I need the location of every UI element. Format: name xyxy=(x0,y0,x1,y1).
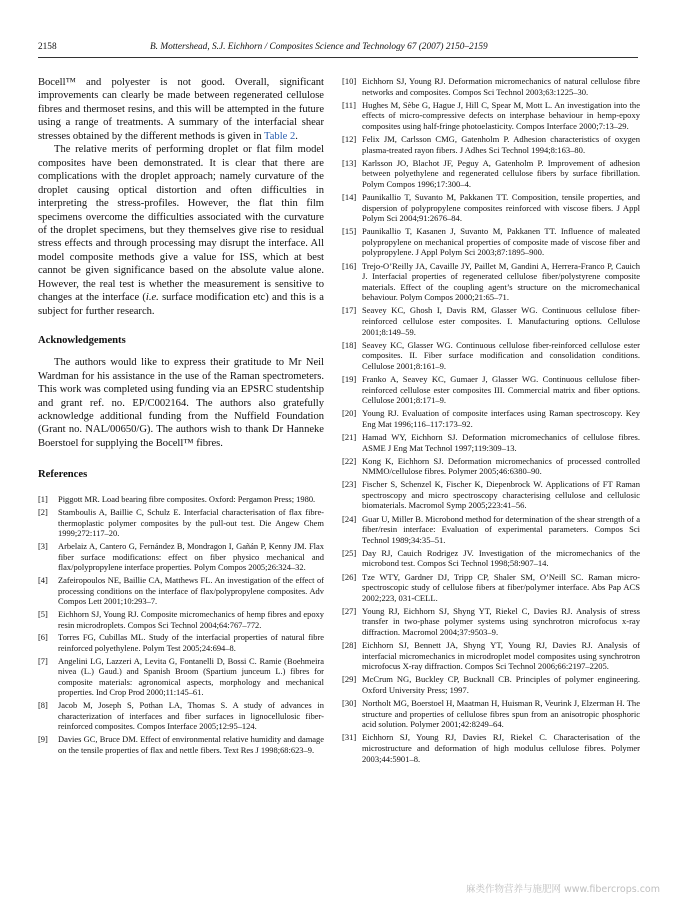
reference-number: [2] xyxy=(38,507,48,518)
reference-item xyxy=(38,656,324,698)
reference-number: [14] xyxy=(342,191,357,202)
left-column xyxy=(38,76,324,758)
reference-text: Eichhorn SJ, Young RJ. Deformation micromechanics of natural cellulose fibre networks and composites. Compos Sci Technol 2003;63:1225–30. xyxy=(362,76,640,97)
reference-text: Young RJ. Evaluation of composite interfaces using Raman spectroscopy. Key Eng Mat 1996;116–117:173–92. xyxy=(362,408,640,429)
reference-item xyxy=(38,575,324,607)
reference-item xyxy=(342,674,640,695)
running-head: B. Mottershead, S.J. Eichhorn / Composites Science and Technology 67 (2007) 2150–2159 xyxy=(150,42,488,52)
reference-text: Stamboulis A, Baillie C, Schulz E. Interfacial characterisation of flax fibre-thermoplastic polymer composites by the pull-out test. Die Angew Chem 1999;272:117–20. xyxy=(58,507,324,539)
reference-number: [1] xyxy=(38,494,48,505)
reference-number: [30] xyxy=(342,698,357,709)
reference-text: Hughes M, Sèbe G, Hague J, Hill C, Spear M, Mott L. An investigation into the effects of micro-compressive defects on interphase behaviour in hemp-epoxy composites using half-fringe photoelasticity. Compos Interface 2000;7:13–29. xyxy=(362,99,640,131)
reference-item xyxy=(342,134,640,155)
reference-text: Tze WTY, Gardner DJ, Tripp CP, Shaler SM, O’Neill SC. Raman micro-spectroscopic study of cellulose fibers at fiber/polymer interface. Abs Pap ACS 2002;223, 031-CELL. xyxy=(362,571,640,603)
reference-number: [27] xyxy=(342,605,357,616)
acknowledgements-heading: Acknowledgements xyxy=(38,335,126,347)
reference-number: [28] xyxy=(342,640,357,651)
reference-number: [3] xyxy=(38,541,48,552)
reference-number: [22] xyxy=(342,455,357,466)
reference-item xyxy=(38,734,324,755)
reference-text: Northolt MG, Boerstoel H, Maatman H, Huisman R, Veurink J, Elzerman H. The structure and properties of cellulose fibres spun from an anisotropic phosphoric acid solution. Polymer 2001;42:8249–64. xyxy=(362,698,640,730)
reference-text: Franko A, Seavey KC, Gumaer J, Glasser WG. Continuous cellulose fiber-reinforced cellulose ester composites III. Commercial matrix and fiber options. Cellulose 2001;8:171–9. xyxy=(362,373,640,406)
reference-item xyxy=(342,100,640,132)
reference-item xyxy=(38,700,324,732)
reference-item xyxy=(342,732,640,764)
reference-text: Felix JM, Carlsson CMG, Gatenholm P. Adhesion characteristics of oxygen plasma-treated rayon fibers. J Adhes Sci Technol 1994;8:163–80. xyxy=(362,133,640,155)
header-rule xyxy=(38,57,638,58)
reference-item xyxy=(342,456,640,477)
reference-item xyxy=(342,192,640,224)
reference-text: Zafeiropoulos NE, Baillie CA, Matthews FL. An investigation of the effect of processing conditions on the interface of flax/polypropylene composites. Adv Compos Lett 2001;10:293–7. xyxy=(58,575,324,607)
reference-item xyxy=(342,640,640,672)
reference-number: [24] xyxy=(342,513,357,524)
reference-text: Young RJ, Eichhorn SJ, Shyng YT, Riekel C, Davies RJ. Analysis of stress transfer in two-phase polymer systems using synchrotron microfocus x-ray diffraction. Macromol 2004;37:9503–9. xyxy=(362,605,640,637)
reference-number: [7] xyxy=(38,655,48,666)
reference-text: Eichhorn SJ, Young RJ. Composite micromechanics of hemp fibres and epoxy resin microdroplets. Compos Sci Technol 2004;64:767–772. xyxy=(58,608,324,630)
reference-item xyxy=(342,548,640,569)
reference-item xyxy=(38,507,324,539)
reference-item xyxy=(342,408,640,429)
reference-text: Paunikallio T, Kasanen J, Suvanto M, Pakkanen TT. Influence of maleated polypropylene on mechanical properties of composite made of viscose fiber and polypropylene. J Appl Polym Sci 2003;87:1895–900. xyxy=(362,226,640,258)
reference-item xyxy=(342,432,640,453)
reference-text: Arbelaiz A, Cantero G, Fernández B, Mondragon I, Gañán P, Kenny JM. Flax fiber surface modifications: effect on fiber physico mechanical and flax/polypropylene interface properties. Polym Compos 2005;26:324–32. xyxy=(58,541,324,573)
paragraph-text: Bocell™ and polyester is not good. Overall, significant improvements can clearly be made between regenerated cellulose fibres and thermoset resins, and this will be attempted in the future using a range of treatments. A summary of the interfacial shear stresses obtained by the different methods is given in xyxy=(38,77,324,142)
reference-text: Angelini LG, Lazzeri A, Levita G, Fontanelli D, Bossi C. Ramie (Boehmeira nivea (L.) Gaud.) and Spanish Broom (Spartium junceum L.) fibres for composite materials: agronomical aspects, morphology and mechanical properties. Ind Crop Prod 2000;11:145–61. xyxy=(58,655,324,698)
reference-item xyxy=(342,305,640,337)
reference-text: Seavey KC, Ghosh I, Davis RM, Glasser WG. Continuous cellulose fiber-reinforced cellulose ester composites. I. Manufacturing options. Cellulose 2001;8:149–59. xyxy=(362,305,640,337)
reference-text: Paunikallio T, Suvanto M, Pakkanen TT. Composition, tensile properties, and dispersion of polypropylene composites reinforced with viscose fibers. J Appl Polym Sci 2004;91:2676–84. xyxy=(362,191,640,224)
watermark: 麻类作物营养与施肥网 www.fibercrops.com xyxy=(465,884,660,895)
reference-number: [6] xyxy=(38,632,48,643)
reference-text: Trejo-O’Reilly JA, Cavaille JY, Paillet M, Gandini A, Herrera-Franco P, Cauich J. Interfacial properties of regenerated cellulose fiber/polystyrene composite materials. Effect of the coupling agent’s structure on the micromechanical behaviour. Polym Compos 2000;21:65–71. xyxy=(362,260,640,303)
reference-number: [11] xyxy=(342,99,356,110)
reference-number: [20] xyxy=(342,408,357,419)
reference-item xyxy=(38,494,324,505)
reference-number: [16] xyxy=(342,260,357,271)
reference-number: [4] xyxy=(38,575,48,586)
page-number: 2158 xyxy=(38,42,57,52)
reference-number: [13] xyxy=(342,157,357,168)
reference-item xyxy=(342,698,640,730)
reference-text: Jacob M, Joseph S, Pothan LA, Thomas S. A study of advances in characterization of interfaces and fiber surfaces in lignocellulosic fiber-reinforced composites. Compos Interface 2005;12:95–124. xyxy=(58,700,324,732)
reference-number: [31] xyxy=(342,732,357,743)
reference-text: Day RJ, Cauich Rodrigez JV. Investigation of the micromechanics of the microbond test. Compos Sci Technol 1998;58:907–14. xyxy=(362,547,640,569)
table-2-link[interactable]: Table 2 xyxy=(264,130,296,142)
paragraph-merits xyxy=(38,143,324,318)
reference-number: [19] xyxy=(342,373,357,384)
reference-number: [9] xyxy=(38,734,48,745)
right-column xyxy=(342,76,640,767)
references-list-left xyxy=(38,494,324,755)
reference-text: Kong K, Eichhorn SJ. Deformation micromechanics of processed controlled NMMO/cellulose fibres. Polymer 2005;46:6380–90. xyxy=(362,455,640,477)
reference-number: [29] xyxy=(342,674,357,685)
paragraph-text: The relative merits of performing droplet or flat film model composites have been demonstrated. It is clear that there are complications with the droplet approach; namely curvature of the droplet causing optical distortion and often difficulties in interpreting the stress-profiles. However, the flat thin film specimens overcome the difficulties associated with the curvature of the droplet specimens, but they themselves give rise to residual stress effects and through processing may disrupt the interface. All model composite methods give a value for ISS, which at best cannot be given significance based on the absolute value alone. However, the real test is whether the measurement is sensitive to changes at the interface ( xyxy=(38,144,324,304)
reference-item xyxy=(342,158,640,190)
reference-number: [12] xyxy=(342,133,357,144)
reference-text: McCrum NG, Buckley CP, Bucknall CB. Principles of polymer engineering. Oxford University Press; 1997. xyxy=(362,674,640,695)
reference-number: [23] xyxy=(342,479,357,490)
reference-text: Piggott MR. Load bearing fibre composites. Oxford: Pergamon Press; 1980. xyxy=(58,494,316,505)
references-list-right xyxy=(342,76,640,764)
running-header xyxy=(38,42,638,56)
reference-item xyxy=(342,261,640,303)
reference-number: [17] xyxy=(342,305,357,316)
reference-number: [5] xyxy=(38,608,48,619)
reference-text: Seavey KC, Glasser WG. Continuous cellulose fiber-reinforced cellulose ester composites. II. Fiber surface modification and consolidation conditions. Cellulose 2001;8:161–9. xyxy=(362,339,640,371)
reference-number: [18] xyxy=(342,339,357,350)
reference-number: [8] xyxy=(38,700,48,711)
reference-item xyxy=(38,609,324,630)
acknowledgements-text: The authors would like to express their gratitude to Mr Neil Wardman for his assistance in the use of the Raman spectrometers. This work was completed using funding via an EPSRC studentship and grant ref. no. EP/C002164. The authors also gratefully acknowledge additional funding from the Nuffield Foundation (Grant no. NAL/00650/G). The authors wish to thank Dr Hanneke Boerstoel for supplying the Bocell™ fibres. xyxy=(38,357,324,449)
reference-text: Guar U, Miller B. Microbond method for determination of the shear strength of a fiber/resin interface: Evaluation of experimental parameters. Compos Sci Technol 1989;34:35–51. xyxy=(362,513,640,545)
paragraph-summary xyxy=(38,76,324,143)
references-heading: References xyxy=(38,469,88,481)
reference-number: [10] xyxy=(342,76,357,86)
reference-text: Torres FG, Cubillas ML. Study of the interfacial properties of natural fibre reinforced polyethylene. Polym Test 2005;24:694–8. xyxy=(58,632,324,653)
reference-item xyxy=(342,374,640,406)
reference-text: Fischer S, Schenzel K, Fischer K, Diepenbrock W. Applications of FT Raman spectroscopy and micro spectroscopy characterising cellulose and cellulosic biomaterials. Macromol Symp 2005;223:41–56. xyxy=(362,479,640,511)
reference-item xyxy=(342,340,640,372)
reference-item xyxy=(342,226,640,258)
reference-number: [21] xyxy=(342,431,357,442)
reference-item xyxy=(342,572,640,604)
reference-item xyxy=(342,479,640,511)
reference-text: Eichhorn SJ, Young RJ, Davies RJ, Riekel C. Characterisation of the microstructure and deformation of high modulus cellulose fibres. Polymer 2003;44:5901–8. xyxy=(362,732,640,764)
reference-item xyxy=(342,514,640,546)
reference-item xyxy=(342,606,640,638)
ie-italic: i.e. xyxy=(145,292,159,304)
paragraph-text: . xyxy=(295,130,298,142)
reference-item xyxy=(38,541,324,573)
reference-number: [26] xyxy=(342,571,357,582)
reference-text: Hamad WY, Eichhorn SJ. Deformation micromechanics of cellulose fibres. ASME J Eng Mat Technol 1997;119:309–13. xyxy=(362,431,640,453)
reference-number: [15] xyxy=(342,226,357,237)
reference-text: Eichhorn SJ, Bennett JA, Shyng YT, Young RJ, Davies RJ. Analysis of interfacial micromechanics in microdroplet model composites using synchrotron microfocus X-ray diffraction. Compos Sci Technol 2006;66:2197–2205. xyxy=(362,640,640,672)
reference-item xyxy=(38,632,324,653)
reference-item xyxy=(342,76,640,97)
reference-number: [25] xyxy=(342,547,357,558)
reference-text: Davies GC, Bruce DM. Effect of environmental relative humidity and damage on the tensile properties of flax and nettle fibers. Text Res J 1998;68:623–9. xyxy=(58,734,324,755)
reference-text: Karlsson JO, Blachot JF, Peguy A, Gatenholm P. Improvement of adhesion between polyethylene and regenerated cellulose fibers by surface fibrillation. Polym Compos 1996;17:300–4. xyxy=(362,157,640,189)
paragraph-text: surface modification etc) and this is a subject for further research. xyxy=(38,292,324,317)
